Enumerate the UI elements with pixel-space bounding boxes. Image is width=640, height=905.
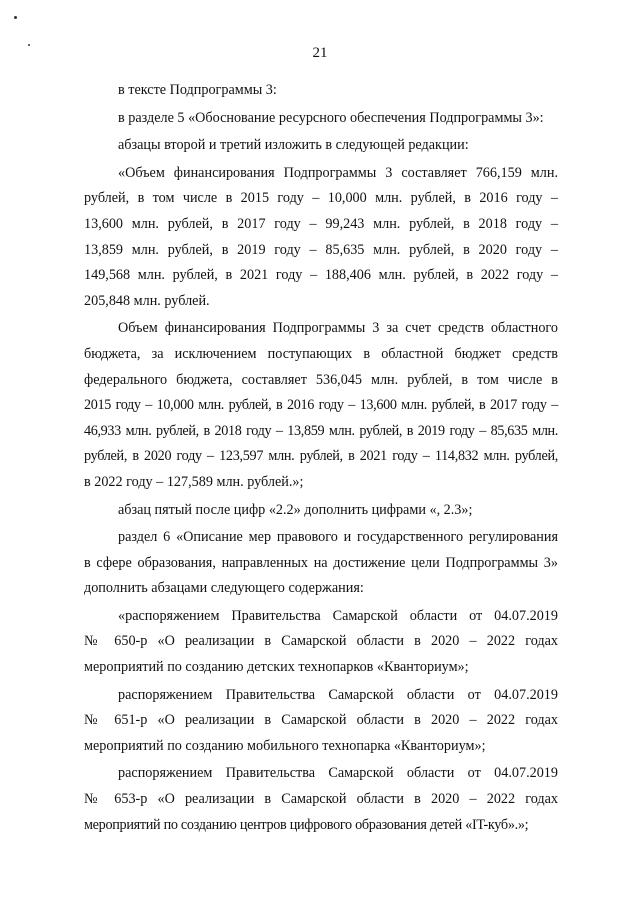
paragraph <box>84 316 558 495</box>
text-line: дополнить абзацами следующего содержания: <box>84 580 364 597</box>
text-line: Объем финансирования Подпрограммы 3 за счет средств областного <box>118 320 558 337</box>
text-line: распоряжением Правительства Самарской области от 04.07.2019 <box>118 765 558 782</box>
text-line: в тексте Подпрограммы 3: <box>118 82 277 98</box>
text-line: мероприятий по созданию центров цифрового образования детей «IT-куб».»; <box>84 816 529 833</box>
text-line: № 653-р «О реализации в Самарской области в 2020 – 2022 годах <box>84 791 558 808</box>
paragraph <box>84 161 558 315</box>
text-line: 46,933 млн. рублей, в 2018 году – 13,859 млн. рублей, в 2019 году – 85,635 млн. <box>84 422 558 439</box>
text-line: мероприятий по созданию мобильного технопарка «Кванториум»; <box>84 737 486 754</box>
text-line: федерального бюджета, составляет 536,045 млн. рублей, в том числе в <box>84 371 558 388</box>
text-line: распоряжением Правительства Самарской области от 04.07.2019 <box>118 686 558 703</box>
text-line: в разделе 5 «Обоснование ресурсного обеспечения Подпрограммы 3»: <box>118 109 544 126</box>
scan-speck <box>14 16 17 19</box>
text-line: в сфере образования, направленных на достижение цели Подпрограммы 3» <box>84 554 558 571</box>
text-line: 2015 году – 10,000 млн. рублей, в 2016 году – 13,600 млн. рублей, в 2017 году – <box>84 397 558 414</box>
text-line: 13,859 млн. рублей, в 2019 году – 85,635 млн. рублей, в 2020 году – <box>84 241 558 258</box>
text-line: № 651-р «О реализации в Самарской области в 2020 – 2022 годах <box>84 712 558 729</box>
text-line: 13,600 млн. рублей, в 2017 году – 99,243 млн. рублей, в 2018 году – <box>84 215 558 232</box>
paragraph <box>84 78 558 104</box>
text-line: 149,568 млн. рублей, в 2021 году – 188,406 млн. рублей, в 2022 году – <box>84 267 558 284</box>
paragraph <box>84 604 558 681</box>
text-line: 205,848 млн. рублей. <box>84 292 210 309</box>
text-line: мероприятий по созданию детских технопарков «Кванториум»; <box>84 659 469 676</box>
page-number: 21 <box>312 45 328 61</box>
text-line: раздел 6 «Описание мер правового и государственного регулирования <box>118 529 558 546</box>
paragraph <box>84 498 558 524</box>
text-line: «распоряжением Правительства Самарской области от 04.07.2019 <box>118 607 558 624</box>
paragraph <box>84 106 558 132</box>
paragraph <box>84 761 558 838</box>
text-line: абзацы второй и третий изложить в следующей редакции: <box>118 137 469 154</box>
paragraph <box>84 133 558 159</box>
paragraph <box>84 683 558 760</box>
document-body <box>84 78 558 838</box>
text-line: в 2022 году – 127,589 млн. рублей.»; <box>84 473 304 490</box>
text-line: рублей, в том числе в 2015 году – 10,000 млн. рублей, в 2016 году – <box>84 190 558 207</box>
text-line: рублей, в 2020 году – 123,597 млн. рублей, в 2021 году – 114,832 млн. рублей, <box>84 448 558 465</box>
paragraph <box>84 525 558 602</box>
text-line: № 650-р «О реализации в Самарской области в 2020 – 2022 годах <box>84 633 558 650</box>
text-line: абзац пятый после цифр «2.2» дополнить цифрами «, 2.3»; <box>118 501 473 518</box>
text-line: «Объем финансирования Подпрограммы 3 составляет 766,159 млн. <box>118 164 558 181</box>
text-line: бюджета, за исключением поступающих в областной бюджет средств <box>84 345 558 362</box>
